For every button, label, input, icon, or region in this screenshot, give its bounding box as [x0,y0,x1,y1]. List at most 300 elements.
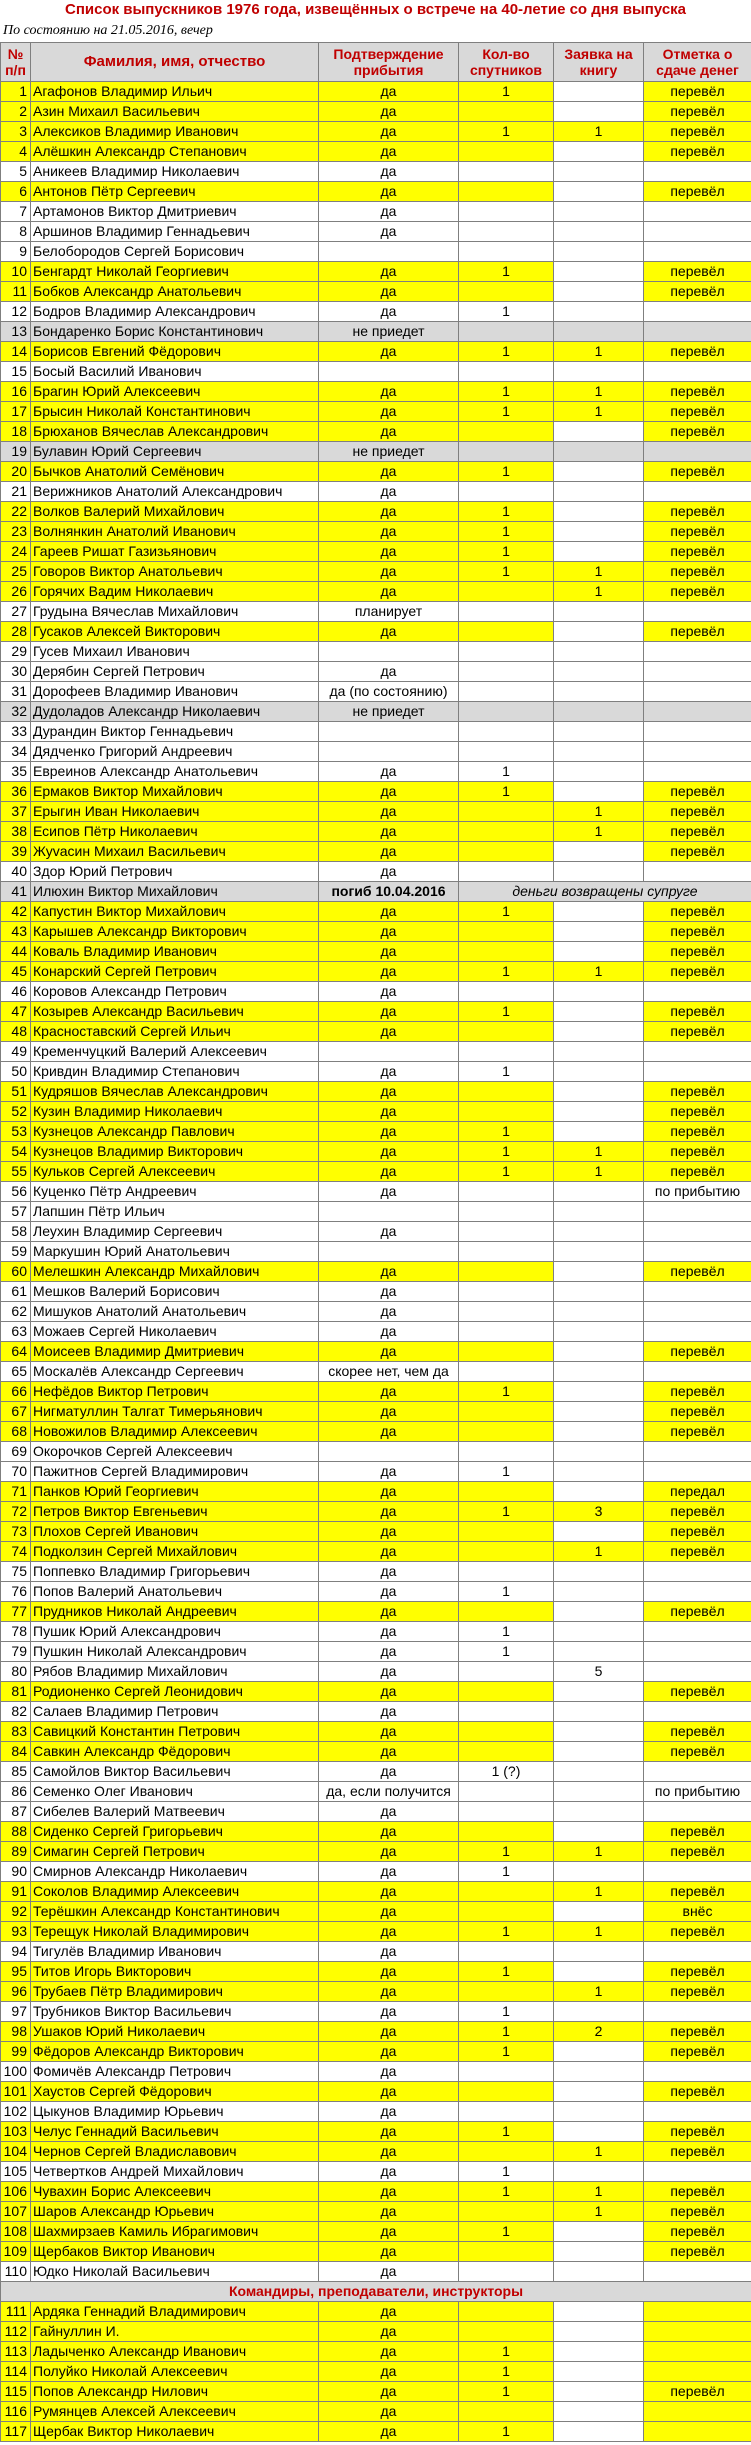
row-name: Говоров Виктор Анатольевич [31,562,319,582]
row-number: 38 [1,822,31,842]
row-book [554,1902,644,1922]
row-number: 25 [1,562,31,582]
row-book [554,1182,644,1202]
row-confirm: да [319,102,459,122]
row-number: 111 [1,2302,31,2322]
row-book [554,442,644,462]
row-confirm: не приедет [319,702,459,722]
row-confirm: да [319,1142,459,1162]
table-row [1,2262,751,2282]
row-companions [459,1262,554,1282]
table-row [1,502,751,522]
table-row [1,2382,751,2402]
row-companions: 1 [459,562,554,582]
table-row [1,682,751,702]
row-name: Бычков Анатолий Семёнович [31,462,319,482]
row-name: Дядченко Григорий Андреевич [31,742,319,762]
row-money: перевёл [644,1422,751,1442]
table-row [1,1262,751,1282]
row-confirm: да [319,2402,459,2422]
row-companions [459,482,554,502]
row-number: 43 [1,922,31,942]
row-number: 56 [1,1182,31,1202]
row-money [644,2402,751,2422]
row-confirm: погиб 10.04.2016 [319,882,459,902]
row-confirm: да [319,1582,459,1602]
row-companions: 1 [459,1582,554,1602]
table-row [1,1602,751,1622]
row-name: Кременчуцкий Валерий Алексеевич [31,1042,319,1062]
row-name: Коровов Александр Петрович [31,982,319,1002]
row-companions [459,702,554,722]
row-book [554,2422,644,2442]
row-book [554,2322,644,2342]
row-name: Хаустов Сергей Фёдорович [31,2082,319,2102]
row-book [554,1562,644,1582]
row-book [554,2402,644,2422]
row-confirm: да [319,1982,459,2002]
row-confirm: да [319,662,459,682]
row-companions: 1 [459,462,554,482]
table-row [1,2422,751,2442]
row-number: 71 [1,1482,31,1502]
row-number: 7 [1,202,31,222]
row-companions [459,922,554,942]
row-book [554,1282,644,1302]
row-number: 80 [1,1662,31,1682]
row-money: перевёл [644,1162,751,1182]
row-confirm: да [319,1482,459,1502]
row-number: 104 [1,2142,31,2162]
row-book [554,362,644,382]
table-row [1,182,751,202]
row-confirm: да [319,582,459,602]
row-book [554,1802,644,1822]
row-money [644,2322,751,2342]
row-companions [459,1322,554,1342]
row-name: Кузнецов Владимир Викторович [31,1142,319,1162]
row-number: 22 [1,502,31,522]
table-row [1,602,751,622]
row-confirm: да [319,1302,459,1322]
table-row [1,242,751,262]
row-companions [459,1282,554,1302]
row-name: Кузин Владимир Николаевич [31,1102,319,1122]
table-row [1,982,751,1002]
row-number: 75 [1,1562,31,1582]
row-companions [459,162,554,182]
row-book [554,1002,644,1022]
row-name: Капустин Виктор Михайлович [31,902,319,922]
row-name: Здор Юрий Петрович [31,862,319,882]
row-money [644,202,751,222]
row-name: Дорофеев Владимир Иванович [31,682,319,702]
row-companions [459,2082,554,2102]
table-row [1,1462,751,1482]
row-name: Горячих Вадим Николаевич [31,582,319,602]
row-book [554,1782,644,1802]
table-row [1,2322,751,2342]
row-book [554,482,644,502]
row-confirm: да [319,982,459,1002]
row-name: Гусев Михаил Иванович [31,642,319,662]
page-title: Список выпускников 1976 года, извещённых о встрече на 40-летие со дня выпуска [64,1,687,18]
table-row [1,1582,751,1602]
row-money [644,982,751,1002]
row-money: перевёл [644,1822,751,1842]
row-companions [459,1342,554,1362]
table-row [1,262,751,282]
row-book [554,862,644,882]
row-money: перевёл [644,582,751,602]
row-money [644,302,751,322]
row-book [554,522,644,542]
row-number: 92 [1,1902,31,1922]
row-name: Плохов Сергей Иванович [31,1522,319,1542]
row-number: 32 [1,702,31,722]
row-companions [459,742,554,762]
row-money: перевёл [644,462,751,482]
row-book: 1 [554,122,644,142]
row-companions [459,942,554,962]
table-row [1,482,751,502]
row-confirm: да [319,2202,459,2222]
row-name: Маркушин Юрий Анатольевич [31,1242,319,1262]
row-confirm: да [319,162,459,182]
row-number: 68 [1,1422,31,1442]
row-companions: 1 [459,2422,554,2442]
table-row [1,2222,751,2242]
row-book [554,2042,644,2062]
row-confirm: да [319,2062,459,2082]
row-confirm: да [319,202,459,222]
row-name: Салаев Владимир Петрович [31,1702,319,1722]
row-money: перевёл [644,1122,751,1142]
row-book [554,1582,644,1602]
row-money [644,2362,751,2382]
row-book [554,682,644,702]
row-book [554,1262,644,1282]
row-companions: 1 [459,1922,554,1942]
row-book [554,1482,644,1502]
row-companions [459,2142,554,2162]
row-book [554,1762,644,1782]
row-book [554,2222,644,2242]
header-name: Фамилия, имя, отчество [31,43,319,82]
row-book [554,262,644,282]
row-book [554,182,644,202]
row-book [554,502,644,522]
row-confirm: да [319,282,459,302]
row-money: перевёл [644,402,751,422]
row-money: по прибытию [644,1782,751,1802]
table-row [1,2182,751,2202]
table-row [1,1942,751,1962]
row-confirm: да [319,1082,459,1102]
row-money: перевёл [644,542,751,562]
row-name: Гусаков Алексей Викторович [31,622,319,642]
row-name: Москалёв Александр Сергеевич [31,1362,319,1382]
row-book [554,1322,644,1342]
row-book [554,1202,644,1222]
row-book [554,1622,644,1642]
row-name: Дурандин Виктор Геннадьевич [31,722,319,742]
row-confirm: не приедет [319,322,459,342]
row-money: по прибытию [644,1182,751,1202]
row-confirm: да [319,922,459,942]
table-row [1,82,751,102]
row-companions [459,282,554,302]
row-book [554,2082,644,2102]
table-row [1,322,751,342]
row-number: 84 [1,1742,31,1762]
table-row [1,1762,751,1782]
row-companions [459,1222,554,1242]
row-money [644,222,751,242]
row-confirm: скорее нет, чем да [319,1362,459,1382]
row-money [644,2062,751,2082]
row-number: 20 [1,462,31,482]
row-number: 99 [1,2042,31,2062]
row-money: перевёл [644,822,751,842]
row-name: Терещук Николай Владимирович [31,1922,319,1942]
row-book [554,1442,644,1462]
row-name: Пажитнов Сергей Владимирович [31,1462,319,1482]
row-book: 1 [554,562,644,582]
row-name: Брюханов Вячеслав Александрович [31,422,319,442]
row-confirm: да [319,1122,459,1142]
row-name: Антонов Пётр Сергеевич [31,182,319,202]
table-row [1,1502,751,1522]
row-money: перевёл [644,962,751,982]
row-companions: 1 [459,2182,554,2202]
row-money: перевёл [644,122,751,142]
row-confirm: да [319,1062,459,1082]
row-book [554,1862,644,1882]
row-number: 34 [1,742,31,762]
table-row [1,782,751,802]
row-money: перевёл [644,1382,751,1402]
row-confirm: да [319,462,459,482]
row-companions [459,1022,554,1042]
table-row [1,2042,751,2062]
row-confirm: да [319,2262,459,2282]
row-name: Борисов Евгений Фёдорович [31,342,319,362]
row-money [644,2102,751,2122]
row-companions [459,1982,554,2002]
row-number: 8 [1,222,31,242]
row-confirm [319,1202,459,1222]
row-companions [459,422,554,442]
row-money: перевёл [644,1542,751,1562]
row-companions [459,842,554,862]
row-book [554,2242,644,2262]
row-confirm: да [319,1002,459,1022]
table-row [1,1322,751,1342]
table-row [1,1102,751,1122]
row-number: 86 [1,1782,31,1802]
table-row [1,1002,751,1022]
row-book [554,1022,644,1042]
row-companions: 1 [459,1062,554,1082]
row-book [554,82,644,102]
row-name: Дудоладов Александр Николаевич [31,702,319,722]
row-book [554,162,644,182]
row-confirm: да [319,1682,459,1702]
table-row [1,302,751,322]
row-book [554,322,644,342]
row-money: перевёл [644,1962,751,1982]
row-number: 117 [1,2422,31,2442]
table-row [1,1122,751,1142]
row-book [554,1242,644,1262]
table-row [1,422,751,442]
row-companions [459,242,554,262]
row-number: 42 [1,902,31,922]
table-row [1,2102,751,2122]
row-number: 64 [1,1342,31,1362]
row-companions: 1 [459,302,554,322]
row-companions: 1 [459,402,554,422]
table-row [1,1382,751,1402]
row-companions [459,722,554,742]
row-confirm: да [319,302,459,322]
row-money [644,2002,751,2022]
row-confirm: да [319,1702,459,1722]
row-name: Симагин Сергей Петрович [31,1842,319,1862]
row-number: 74 [1,1542,31,1562]
row-number: 54 [1,1142,31,1162]
row-number: 51 [1,1082,31,1102]
header-book: Заявка на книгу [554,43,644,82]
row-number: 58 [1,1222,31,1242]
row-confirm: да [319,342,459,362]
row-name: Сибелев Валерий Матвеевич [31,1802,319,1822]
row-money [644,1282,751,1302]
row-number: 61 [1,1282,31,1302]
row-book: 1 [554,1142,644,1162]
table-header-row [1,43,751,82]
table-row [1,942,751,962]
row-money: перевёл [644,422,751,442]
table-row [1,1702,751,1722]
row-companions: 1 [459,2042,554,2062]
row-book [554,1422,644,1442]
row-number: 88 [1,1822,31,1842]
row-number: 33 [1,722,31,742]
table-row [1,362,751,382]
row-companions [459,622,554,642]
row-name: Брысин Николай Константинович [31,402,319,422]
row-companions: 1 [459,2382,554,2402]
table-row [1,1822,751,1842]
table-row [1,582,751,602]
row-confirm: да [319,1342,459,1362]
row-companions [459,442,554,462]
row-book [554,2062,644,2082]
row-name: Аршинов Владимир Геннадьевич [31,222,319,242]
row-money: перевёл [644,942,751,962]
row-money: перевёл [644,282,751,302]
row-book [554,422,644,442]
row-money [644,2262,751,2282]
row-companions [459,1442,554,1462]
row-money [644,2162,751,2182]
row-number: 62 [1,1302,31,1322]
row-money: перевёл [644,2022,751,2042]
row-book: 1 [554,1162,644,1182]
row-companions: 1 [459,1462,554,1482]
row-confirm: да [319,542,459,562]
row-money [644,602,751,622]
row-confirm [319,642,459,662]
table-row [1,842,751,862]
row-name: Кузнецов Александр Павлович [31,1122,319,1142]
row-confirm: да [319,1742,459,1762]
row-companions: 1 [459,1622,554,1642]
row-name: Ардяка Геннадий Владимирович [31,2302,319,2322]
table-row [1,702,751,722]
row-number: 101 [1,2082,31,2102]
row-name: Белобородов Сергей Борисович [31,242,319,262]
row-number: 107 [1,2202,31,2222]
row-name: Дерябин Сергей Петрович [31,662,319,682]
row-name: Трубаев Пётр Владимирович [31,1982,319,2002]
row-confirm: да [319,2102,459,2122]
row-book: 1 [554,1982,644,2002]
row-confirm: да [319,222,459,242]
row-number: 108 [1,2222,31,2242]
row-companions [459,2402,554,2422]
row-money: перевёл [644,802,751,822]
row-companions: 1 [459,2222,554,2242]
row-name: Мешков Валерий Борисович [31,1282,319,1302]
row-name: Савицкий Константин Петрович [31,1722,319,1742]
row-book [554,1382,644,1402]
row-name: Ерыгин Иван Николаевич [31,802,319,822]
table-row [1,1302,751,1322]
row-companions [459,682,554,702]
row-name: Агафонов Владимир Ильич [31,82,319,102]
row-number: 41 [1,882,31,902]
row-name: Новожилов Владимир Алексеевич [31,1422,319,1442]
table-row [1,562,751,582]
row-name: Волнянкин Анатолий Иванович [31,522,319,542]
row-number: 73 [1,1522,31,1542]
row-companions: 1 [459,82,554,102]
row-companions [459,822,554,842]
row-confirm: да, если получится [319,1782,459,1802]
row-confirm: да [319,2222,459,2242]
row-companions: 1 [459,782,554,802]
header-companions: Кол-во спутников [459,43,554,82]
table-row [1,2362,751,2382]
row-name: Смирнов Александр Николаевич [31,1862,319,1882]
row-money [644,1322,751,1342]
row-companions [459,202,554,222]
row-book [554,762,644,782]
table-row [1,1362,751,1382]
row-name: Нефёдов Виктор Петрович [31,1382,319,1402]
row-companions [459,1822,554,1842]
row-confirm: да [319,2082,459,2102]
row-name: Самойлов Виктор Васильевич [31,1762,319,1782]
row-money: перевёл [644,2082,751,2102]
row-money: перевёл [644,2182,751,2202]
row-money [644,2302,751,2322]
row-number: 1 [1,82,31,102]
row-confirm: да [319,902,459,922]
